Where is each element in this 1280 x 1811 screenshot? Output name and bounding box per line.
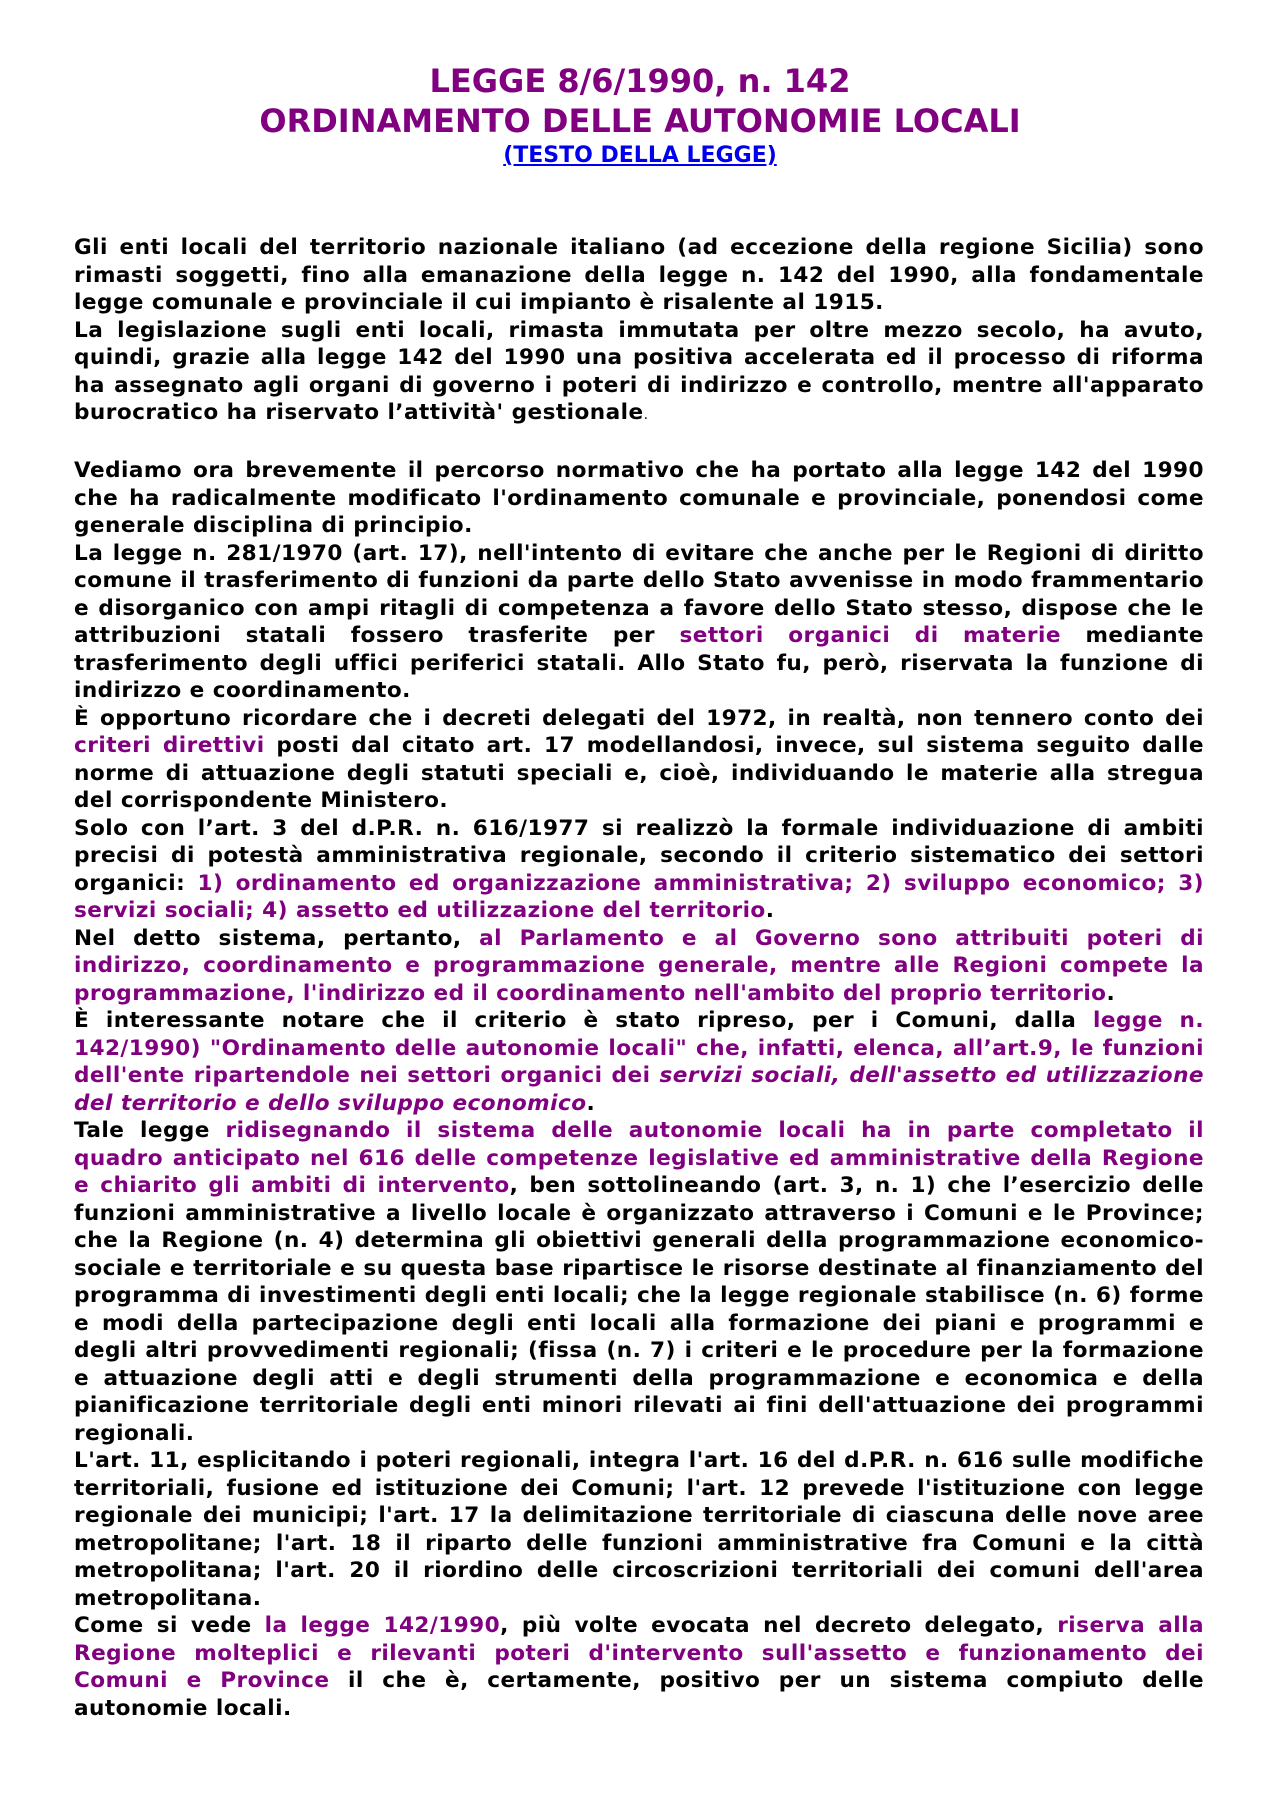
highlight-ridisegnando: ridisegnando il sistema delle autonomie locali ha in parte completato il quadro anticipato nel 616 delle competenze legislative ed amministrative della Regione e chiarito gli ambiti di intervento [74, 1118, 1204, 1198]
law-text-link[interactable]: (TESTO DELLA LEGGE) [503, 143, 777, 168]
highlight-riserva: riserva alla Regione molteplici e rilevanti poteri d'intervento sull'assetto e funzionamento dei Comuni e Province [74, 1613, 1205, 1693]
page-subtitle: ORDINAMENTO DELLE AUTONOMIE LOCALI [259, 102, 1021, 140]
paragraph-intro: Gli enti locali del territorio nazionale italiano (ad eccezione della regione Sicilia) sono rimasti soggetti, fino alla emanazione della legge n. 142 del 1990, alla fondamentale legge comunale e provinciale il cui impianto è risalente al 1915. [74, 235, 1204, 315]
paragraph-overview: Vediamo ora brevemente il percorso normativo che ha portato alla legge 142 del 1990 che ha radicalmente modificato l'ordinamento comunale e provinciale, ponendosi come generale disciplina di principio. [74, 458, 1204, 538]
paragraph-tale-legge: Tale legge ridisegnando il sistema delle autonomie locali ha in parte completato il quadro anticipato nel 616 delle competenze legislative ed amministrative della Regione e chiarito gli ambiti di intervento, ben sottolineando (art. 3, n. 1) che l’esercizio delle funzioni amministrative a livello locale è organizzato attraverso i Comuni e le Province; che la Regione (n. 4) determina gli obiettivi generali della programmazione economico-sociale e territoriale e su questa base ripartisce le risorse destinate al finanziamento del programma di investimenti degli enti locali; che la legge regionale stabilisce (n. 6) forme e modi della partecipazione degli enti locali alla formazione dei piani e programmi e degli altri provvedimenti regionali; (fissa (n. 7) i criteri e le procedure per la formazione e attuazione degli atti e degli strumenti della programmazione e economica e della pianificazione territoriale degli enti minori rilevati ai fini dell'attuazione dei programmi regionali. [74, 1118, 1204, 1446]
highlight-settori-list: 1) ordinamento ed organizzazione amministrativa; 2) sviluppo economico; 3) servizi sociali; 4) assetto ed utilizzazione del territorio [74, 870, 1204, 923]
paragraph-sistema: Nel detto sistema, pertanto, al Parlamento e al Governo sono attribuiti poteri di indirizzo, coordinamento e programmazione generale, mentre alle Regioni compete la programmazione, l'indirizzo ed il coordinamento nell'ambito del proprio territorio. [74, 925, 1204, 1006]
paragraph-legislation: La legislazione sugli enti locali, rimasta immutata per oltre mezzo secolo, ha avuto, quindi, grazie alla legge 142 del 1990 una positiva accelerata ed il processo di riforma ha assegnato agli organi di governo i poteri di indirizzo e controllo, mentre all'apparato burocratico ha riservato l’attività' gestionale. [74, 317, 1204, 425]
highlight-parlamento: al Parlamento e al Governo sono attribuiti poteri di indirizzo, coordinamento e programmazione generale, mentre alle Regioni compete la programmazione, l'indirizzo ed il coordinamento nell'ambito del proprio territorio [74, 925, 1204, 1006]
paragraph-comuni-criterio: È interessante notare che il criterio è stato ripreso, per i Comuni, dalla legge n. 142/1990) "Ordinamento delle autonomie locali" che, infatti, elenca, all’art.9, le funzioni dell'ente ripartendole nei settori organici dei servizi sociali, dell'assetto ed utilizzazione del territorio e dello sviluppo economico. [74, 1008, 1204, 1116]
highlight-settori: settori organici di materie [679, 623, 1061, 648]
law-text-link-container [0, 142, 1280, 170]
page-title: LEGGE 8/6/1990, n. 142 [429, 62, 851, 100]
highlight-criteri: criteri direttivi [74, 733, 265, 758]
paragraph-law-281: La legge n. 281/1970 (art. 17), nell'intento di evitare che anche per le Regioni di diritto comune il trasferimento di funzioni da parte dello Stato avvenisse in modo frammentario e disorganico con ampi ritagli di competenza a favore dello Stato stesso, dispose che le attribuzioni statali fossero trasferite per settori organici di materie mediante trasferimento degli uffici periferici statali. Allo Stato fu, però, riservata la funzione di indirizzo e coordinamento. [74, 540, 1204, 703]
paragraph-conclusion: Come si vede la legge 142/1990, più volte evocata nel decreto delegato, riserva alla Regione molteplici e rilevanti poteri d'intervento sull'assetto e funzionamento dei Comuni e Province il che è, certamente, positivo per un sistema compiuto delle autonomie locali. [74, 1613, 1205, 1721]
paragraph-decreti-1972: È opportuno ricordare che i decreti delegati del 1972, in realtà, non tennero conto dei criteri direttivi posti dal citato art. 17 modellandosi, invece, sul sistema seguito dalle norme di attuazione degli statuti speciali e, cioè, individuando le materie alla stregua del corrispondente Ministero. [74, 705, 1204, 813]
paragraph-dpr-616: Solo con l’art. 3 del d.P.R. n. 616/1977 si realizzò la formale individuazione di ambiti precisi di potestà amministrativa regionale, secondo il criterio sistematico dei settori organici: 1) ordinamento ed organizzazione amministrativa; 2) sviluppo economico; 3) servizi sociali; 4) assetto ed utilizzazione del territorio. [74, 815, 1204, 923]
paragraph-art-11: L'art. 11, esplicitando i poteri regionali, integra l'art. 16 del d.P.R. n. 616 sulle modifiche territoriali, fusione ed istituzione dei Comuni; l'art. 12 prevede l'istituzione con legge regionale dei municipi; l'art. 17 la delimitazione territoriale di ciascuna delle nove aree metropolitane; l'art. 18 il riparto delle funzioni amministrative fra Comuni e la città metropolitana; l'art. 20 il riordino delle circoscrizioni territoriali dei comuni dell'area metropolitana. [74, 1448, 1204, 1611]
document-body [74, 234, 1204, 1722]
highlight-servizi-italic: servizi sociali, dell'assetto ed utilizzazione del territorio e dello sviluppo economico [74, 1063, 1204, 1116]
highlight-legge-142-1990: la legge 142/1990 [264, 1613, 501, 1638]
highlight-legge-142: legge n. 142/1990) "Ordinamento delle autonomie locali" che, infatti, elenca, all’art.9, le funzioni dell'ente ripartendole nei settori organici dei [74, 1008, 1204, 1088]
